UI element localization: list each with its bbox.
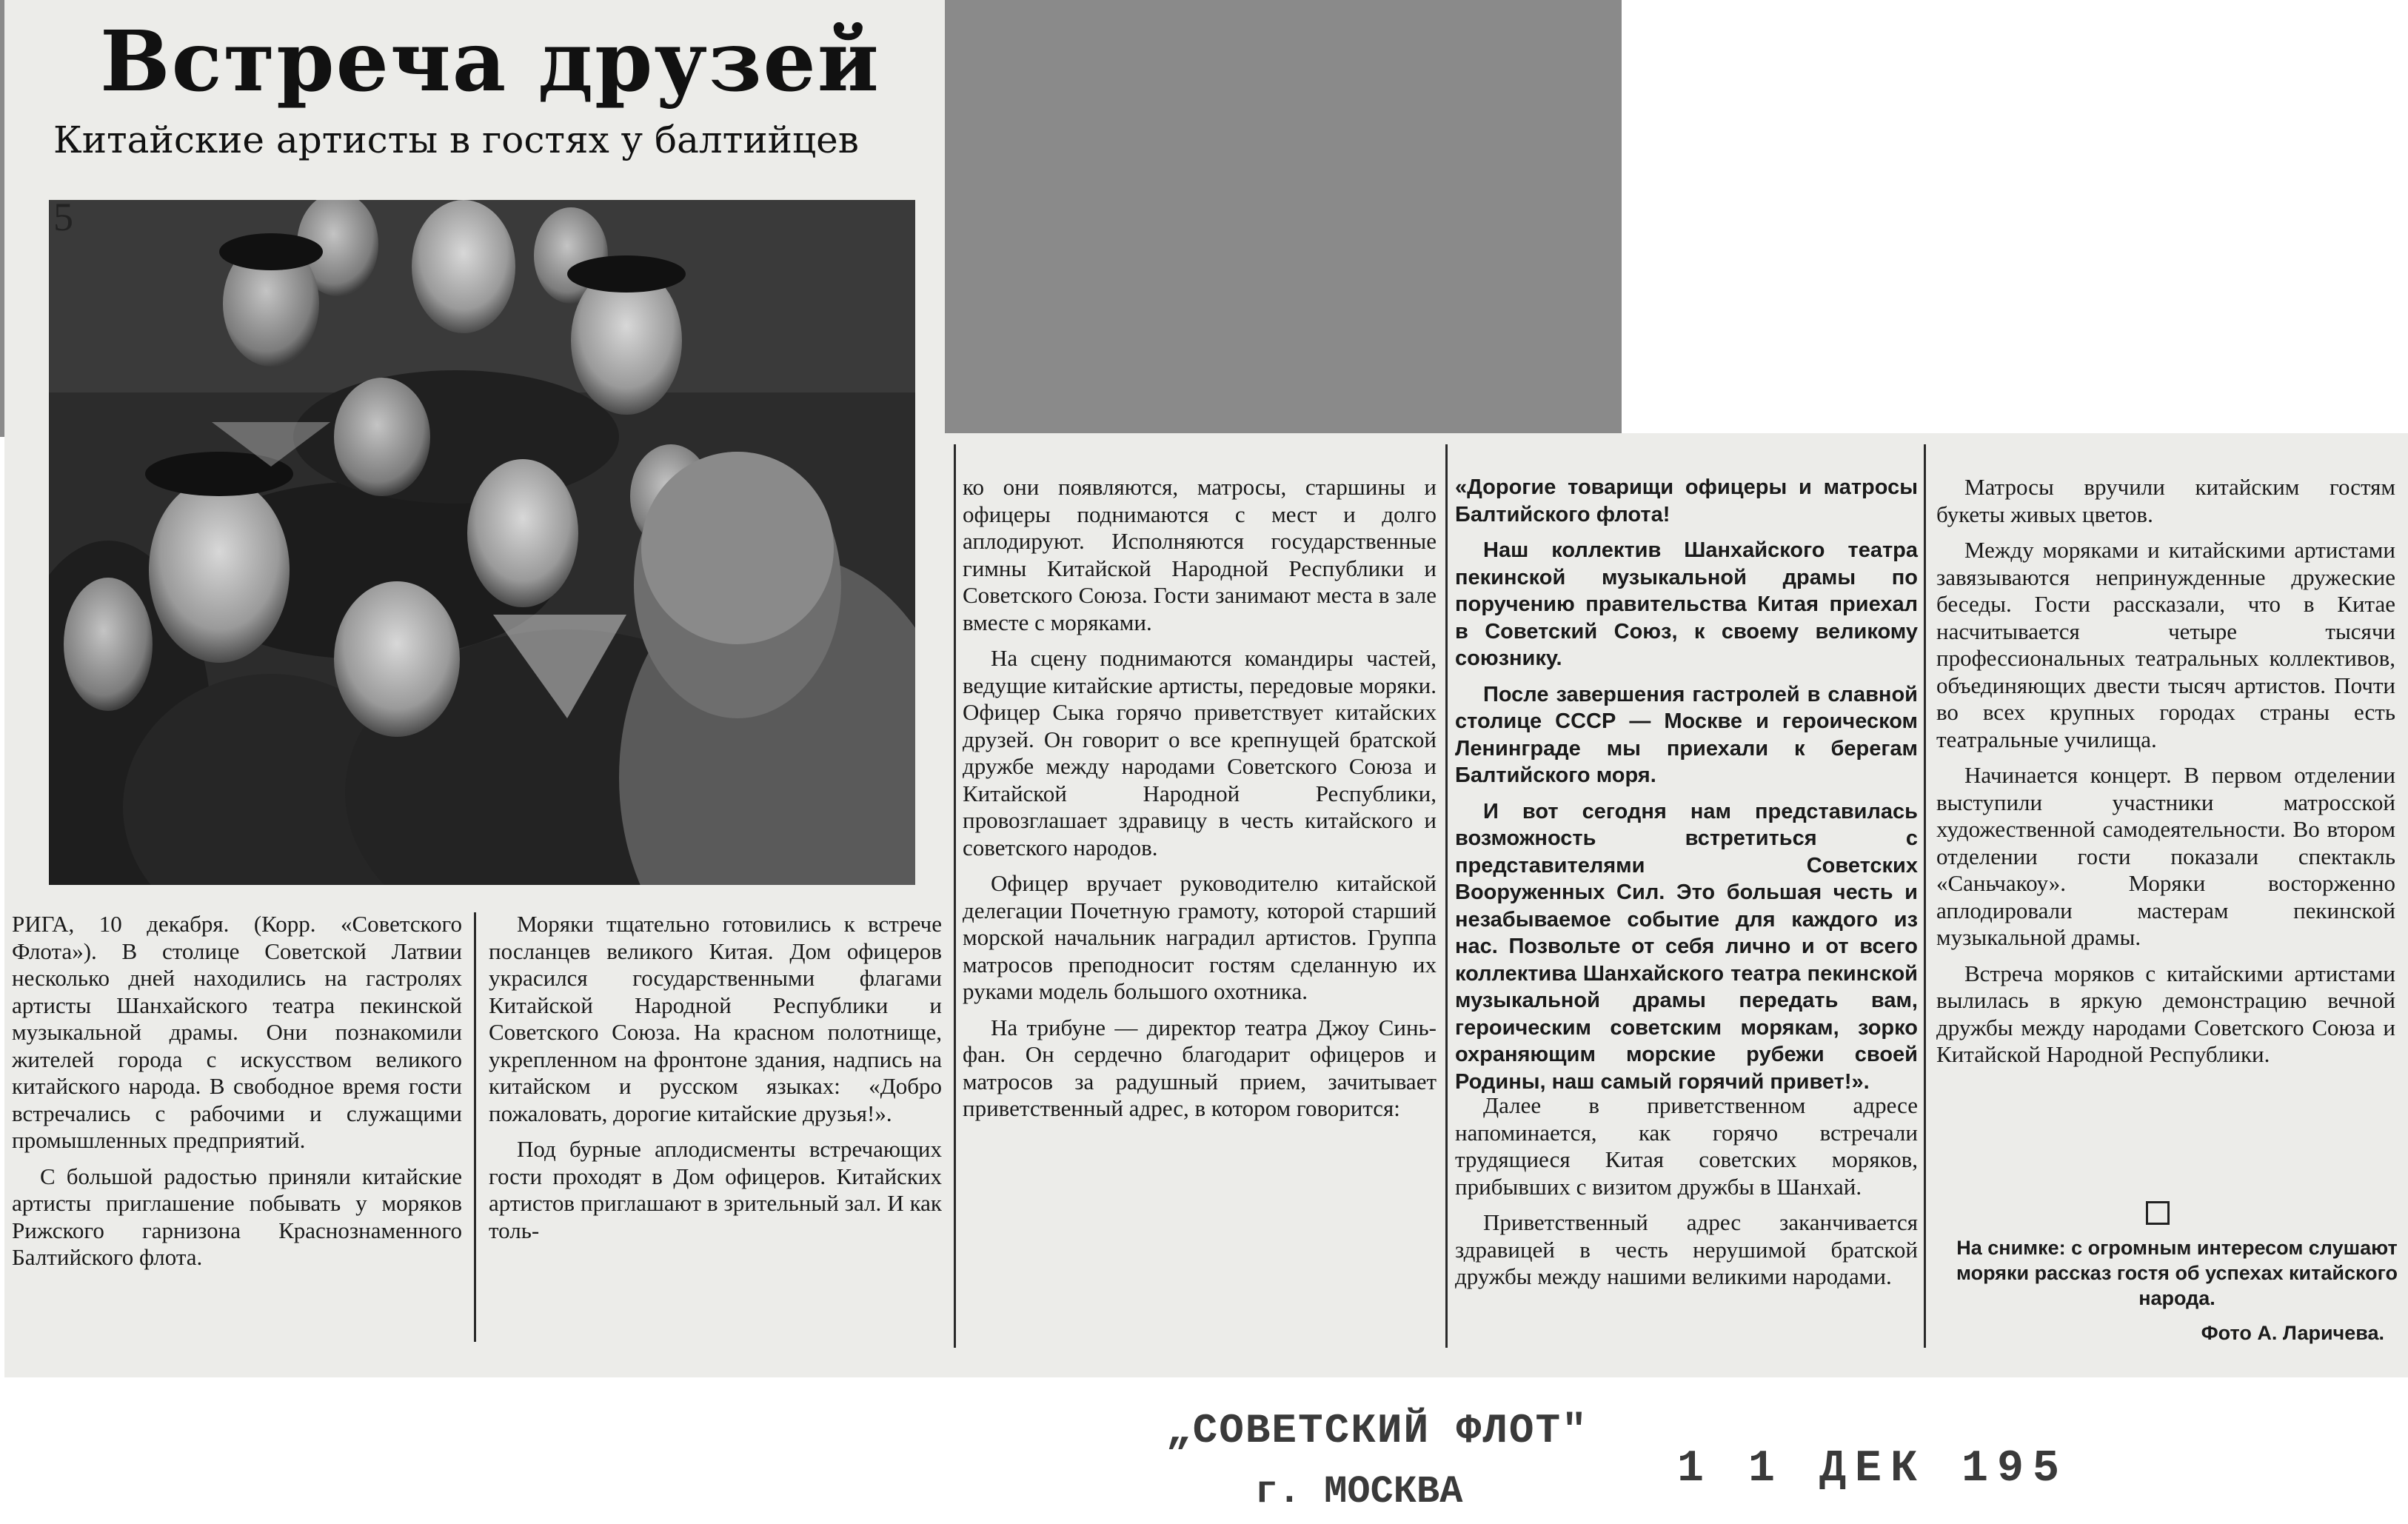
photo-caption: На снимке: с огромным интересом слушают моряки рассказ гостя об успехах китайского народа. bbox=[1956, 1237, 2398, 1309]
paragraph: РИГА, 10 декабря. (Корр. «Советского Флота»). В столице Советской Латвии несколько дней находились на гастролях артисты Шанхайского театра пекинской музыкальной драмы. Они познакомили жителей города с искусством великого китайского народа. В свободное время гости встречались с рабочими и служащими промышленных предприятий. bbox=[12, 911, 462, 1153]
news-photo bbox=[49, 200, 915, 885]
column-rule bbox=[474, 912, 476, 1342]
stamp-newspaper-name: „СОВЕТСКИЙ ФЛОТ" bbox=[1166, 1407, 1588, 1454]
article-column-3 bbox=[963, 474, 1437, 1132]
paragraph: Моряки тщательно готовились к встрече посланцев великого Китая. Дом офицеров украсился государственными флагами Китайской Народной Республики и Советского Союза. На красном полотнище, укрепленном на фронтоне здания, надпись на китайском и русском языках: «Добро пожаловать, дорогие китайские друзья!». bbox=[489, 911, 942, 1126]
column-rule bbox=[954, 444, 956, 1348]
paragraph: Начинается концерт. В первом отделении выступили участники матросской художественной самодеятельности. Во втором отделении гости показали спектакль «Саньчакоу». Моряки восторженно аплодировали мастерам пекинской музыкальной драмы. bbox=[1936, 762, 2395, 950]
address-paragraph: И вот сегодня нам представилась возможность встретиться с представителями Советских Вооруженных Сил. Это большая честь и незабываемое событие для каждого из нас. Позвольте от себя лично и от всего коллектива Шанхайского театра пекинской музыкальной драмы передать вам, героическим советским морякам, зорко охраняющим морские рубежи своей Родины, наш самый горячий привет!». bbox=[1455, 799, 1918, 1094]
article-column-5 bbox=[1936, 474, 2395, 1077]
headline: Встреча друзей bbox=[100, 13, 880, 110]
stamp-date: 1 1 ДЕК 195 bbox=[1677, 1444, 2069, 1494]
photo-number-mark: 5 bbox=[53, 195, 73, 239]
article-column-1 bbox=[12, 911, 462, 1280]
article-column-2 bbox=[489, 911, 942, 1253]
paragraph: Встреча моряков с китайскими артистами вылилась в яркую демонстрацию вечной дружбы между народами Советского Союза и Китайской Народной Республики. bbox=[1936, 960, 2395, 1067]
column-rule bbox=[1924, 444, 1926, 1348]
column-rule bbox=[1445, 444, 1448, 1348]
paragraph: Далее в приветственном адресе напоминается, как горячо встречали трудящиеся Китая советских моряков, прибывших с визитом дружбы в Шанхай. bbox=[1455, 1092, 1918, 1200]
photo-credit: Фото А. Ларичева. bbox=[2201, 1322, 2384, 1344]
paragraph: Матросы вручили китайским гостям букеты живых цветов. bbox=[1936, 474, 2395, 527]
end-mark bbox=[2146, 1201, 2170, 1225]
paragraph: На трибуне — директор театра Джоу Синь-фан. Он сердечно благодарит офицеров и матросов за радушный прием, зачитывает приветственный адрес, в котором говорится: bbox=[963, 1014, 1437, 1121]
paragraph: Приветственный адрес заканчивается здравицей в честь нерушимой братской дружбы между нашими великими народами. bbox=[1455, 1209, 1918, 1289]
paragraph: С большой радостью приняли китайские артисты приглашение побывать у моряков Рижского гарнизона Краснознаменного Балтийского флота. bbox=[12, 1163, 462, 1270]
article-column-4-plain bbox=[1455, 1092, 1918, 1300]
paragraph: Офицер вручает руководителю китайской делегации Почетную грамоту, которой старший морской начальник наградил артистов. Группа матросов преподносит гостям сделанную их руками модель большого охотника. bbox=[963, 870, 1437, 1004]
paragraph: ко они появляются, матросы, старшины и офицеры поднимаются с мест и долго аплодируют. Исполняются государственные гимны Китайской Народной Республики и Советского Союза. Гости занимают места в зале вместе с моряками. bbox=[963, 474, 1437, 635]
paragraph: Между моряками и китайскими артистами завязываются непринужденные дружеские беседы. Гости рассказали, что в Китае насчитывается четыре тысячи профессиональных театральных коллективов, объединяющих двести тысяч артистов. Почти во всех крупных городах страны есть театральные училища. bbox=[1936, 537, 2395, 752]
stamp-city: г. МОСКВА bbox=[1254, 1470, 1463, 1514]
address-paragraph: После завершения гастролей в славной столице СССР — Москве и героическом Ленинграде мы приехали к берегам Балтийского моря. bbox=[1455, 682, 1918, 787]
subheadline: Китайские артисты в гостях у балтийцев bbox=[53, 118, 859, 161]
paragraph: На сцену поднимаются командиры частей, ведущие китайские артисты, передовые моряки. Офицер Сыка горячо приветствует китайских друзей. Он говорит о все крепнущей братской дружбе между народами Советского Союза и Китайской Народной Республики, провозглашает здравицу в честь китайского и советского народов. bbox=[963, 645, 1437, 860]
article-column-4 bbox=[1455, 474, 1918, 1104]
address-paragraph: «Дорогие товарищи офицеры и матросы Балтийского флота! bbox=[1455, 475, 1918, 527]
address-paragraph: Наш коллектив Шанхайского театра пекинской музыкальной драмы по поручению правительства Китая приехал в Советский Союз, к своему великому союзнику. bbox=[1455, 538, 1918, 670]
paragraph: Под бурные аплодисменты встречающих гости проходят в Дом офицеров. Китайских артистов приглашают в зрительный зал. И как толь- bbox=[489, 1136, 942, 1243]
